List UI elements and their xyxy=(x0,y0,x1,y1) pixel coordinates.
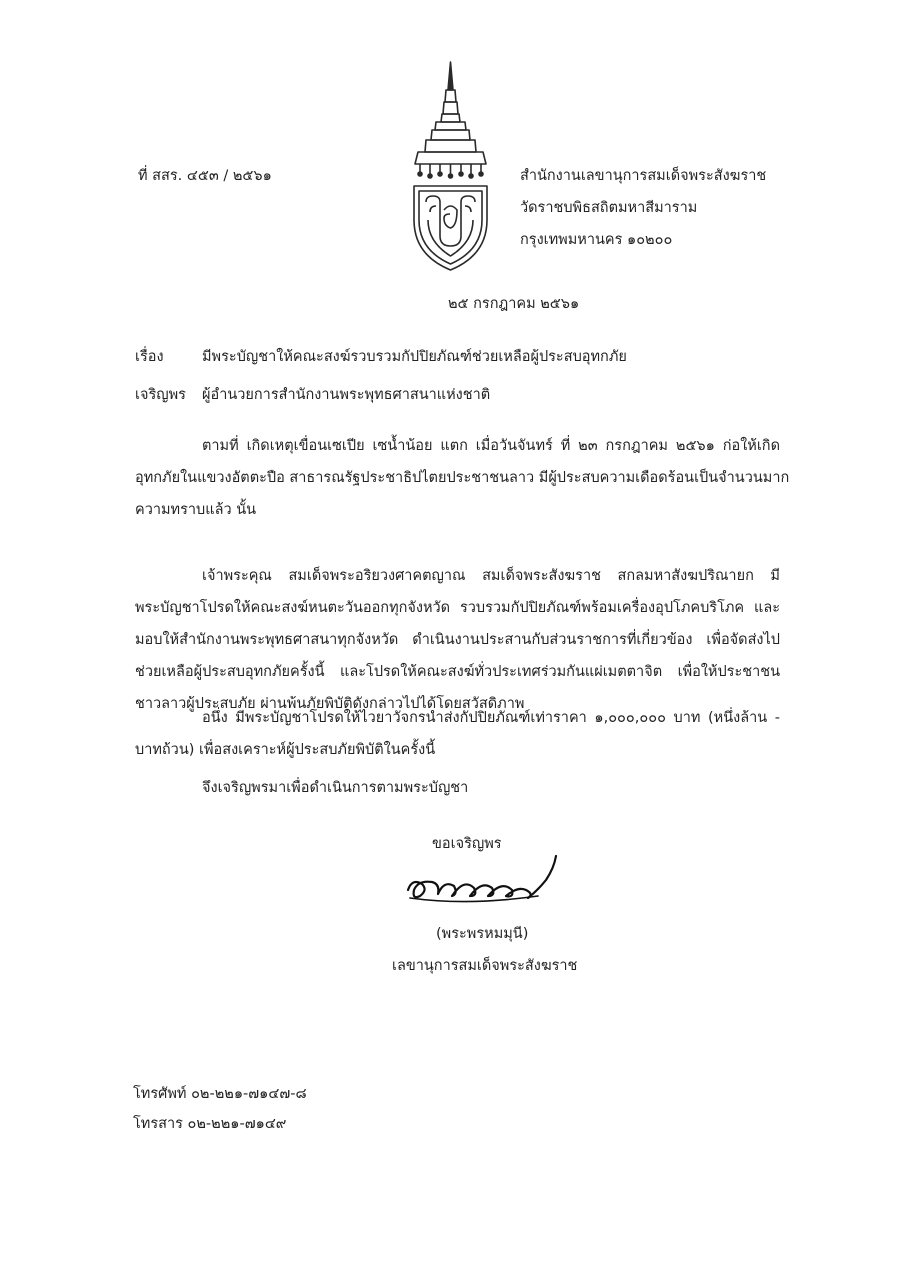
paragraph-line: ตามที่ เกิดเหตุเขื่อนเซเปีย เซน้ำน้อย แตก เมื่อวันจันทร์ ที่ ๒๓ กรกฎาคม ๒๕๖๑ ก่อให้เกิด xyxy=(202,438,780,454)
sender-office: สำนักงานเลขานุการสมเด็จพระสังฆราช xyxy=(520,168,767,184)
letter-date: ๒๕ กรกฎาคม ๒๕๖๑ xyxy=(448,296,580,312)
paragraph-line: ช่วยเหลือผู้ประสบอุทกภัยครั้งนี้ และโปรดให้คณะสงฆ์ทั่วประเทศร่วมกันแผ่เมตตาจิต เพื่อให้ประชาชน xyxy=(135,664,780,680)
signature-icon xyxy=(398,850,568,918)
phone-number: โทรศัพท์ ๐๒-๒๒๑-๗๑๔๗-๘ xyxy=(133,1086,307,1102)
paragraph-line: ความทราบแล้ว นั้น xyxy=(135,502,257,518)
reference-number: ที่ สสร. ๔๕๓ / ๒๕๖๑ xyxy=(138,168,272,184)
signer-title: เลขานุการสมเด็จพระสังฆราช xyxy=(392,958,578,974)
recipient-text: ผู้อำนวยการสำนักงานพระพุทธศาสนาแห่งชาติ xyxy=(202,387,491,403)
closing-text: ขอเจริญพร xyxy=(432,836,502,852)
sender-temple: วัดราชบพิธสถิตมหาสีมาราม xyxy=(520,200,698,216)
paragraph-line: มอบให้สำนักงานพระพุทธศาสนาทุกจังหวัด ดำเนินงานประสานกับส่วนราชการที่เกี่ยวข้อง เพื่อจัดส่งไป xyxy=(135,632,780,648)
signer-name: (พระพรหมมุนี) xyxy=(436,926,529,942)
paragraph-line: อนึ่ง มีพระบัญชาโปรดให้ไวยาวัจกรนำส่งกัปปิยภัณฑ์เท่าราคา ๑,๐๐๐,๐๐๐ บาท (หนึ่งล้าน - xyxy=(202,710,780,726)
paragraph-4: จึงเจริญพรมาเพื่อดำเนินการตามพระบัญชา xyxy=(202,780,469,796)
recipient-label: เจริญพร xyxy=(135,387,186,403)
paragraph-line: เจ้าพระคุณ สมเด็จพระอริยวงศาคตญาณ สมเด็จพระสังฆราช สกลมหาสังฆปริณายก มี xyxy=(202,568,780,584)
subject-label: เรื่อง xyxy=(135,349,164,365)
subject-text: มีพระบัญชาให้คณะสงฆ์รวบรวมกัปปิยภัณฑ์ช่วยเหลือผู้ประสบอุทกภัย xyxy=(202,349,627,365)
paragraph-line: ชาวลาวผู้ประสบภัย ผ่านพ้นภัยพิบัติดังกล่าวไปได้โดยสวัสดิภาพ xyxy=(135,696,525,712)
fax-number: โทรสาร ๐๒-๒๒๑-๗๑๔๙ xyxy=(133,1116,287,1132)
paragraph-line: พระบัญชาโปรดให้คณะสงฆ์หนตะวันออกทุกจังหวัด รวบรวมกัปปิยภัณฑ์พร้อมเครื่องอุปโภคบริโภค และ xyxy=(135,600,780,616)
sender-city: กรุงเทพมหานคร ๑๐๒๐๐ xyxy=(520,232,673,248)
paragraph-line: บาทถ้วน) เพื่อสงเคราะห์ผู้ประสบภัยพิบัติในครั้งนี้ xyxy=(135,742,436,758)
paragraph-line: อุทกภัยในแขวงอัตตะปือ สาธารณรัฐประชาธิปไตยประชาชนลาว มีผู้ประสบความเดือดร้อนเป็นจำนวนมาก xyxy=(135,470,790,486)
temple-spire-emblem-icon xyxy=(408,60,493,275)
